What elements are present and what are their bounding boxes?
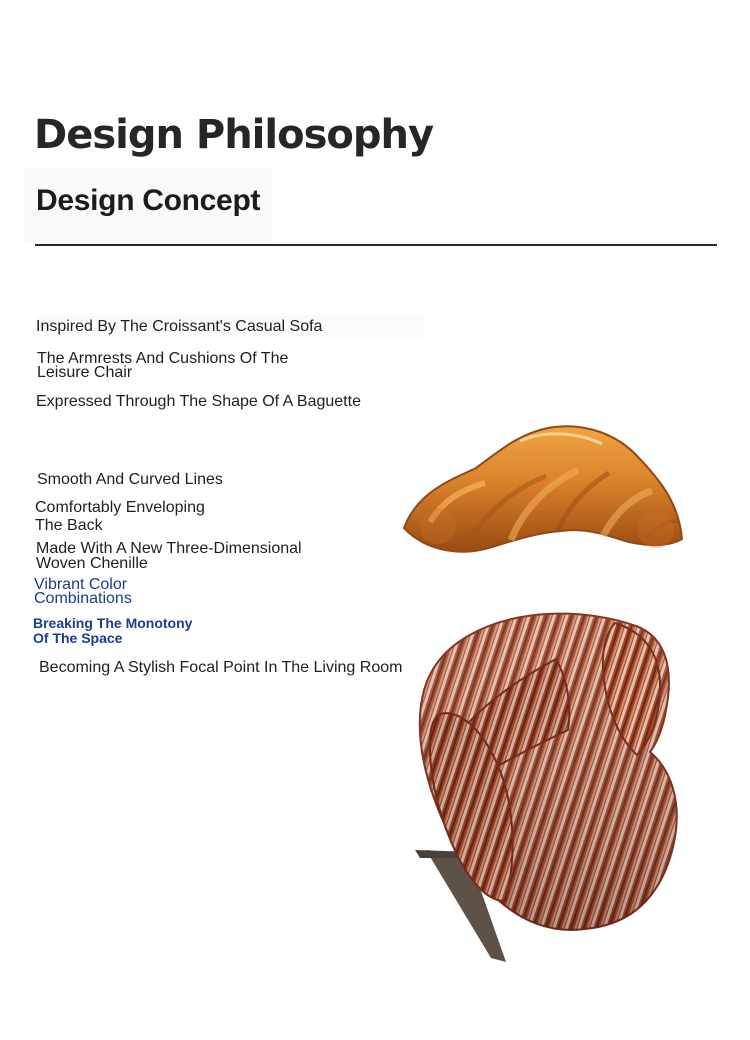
- concept-line-8: Made With A New Three-Dimensional: [36, 540, 302, 557]
- concept-line-9: Woven Chenille: [36, 555, 148, 572]
- section-subtitle: Design Concept: [36, 184, 261, 217]
- page-title: Design Philosophy: [34, 112, 434, 158]
- concept-line-11: Combinations: [34, 590, 132, 607]
- chair-image: [390, 612, 690, 962]
- concept-line-6: Comfortably Enveloping: [35, 499, 205, 516]
- concept-line-7: The Back: [35, 517, 103, 534]
- croissant-illustration: [396, 410, 686, 560]
- concept-line-12: Breaking The Monotony: [33, 615, 193, 631]
- concept-line-3: Leisure Chair: [37, 364, 133, 381]
- concept-line-2: The Armrests And Cushions Of The: [37, 350, 289, 367]
- concept-line-4: Expressed Through The Shape Of A Baguette: [36, 393, 361, 410]
- concept-line-14: Becoming A Stylish Focal Point In The Living Room: [39, 659, 403, 676]
- section-divider: [35, 244, 717, 246]
- chair-illustration: [390, 612, 690, 962]
- concept-line-13: Of The Space: [33, 630, 123, 646]
- concept-line-1: Inspired By The Croissant's Casual Sofa: [34, 315, 424, 338]
- concept-line-5: Smooth And Curved Lines: [37, 471, 223, 488]
- concept-line-10: Vibrant Color: [34, 576, 128, 593]
- croissant-image: [396, 410, 686, 560]
